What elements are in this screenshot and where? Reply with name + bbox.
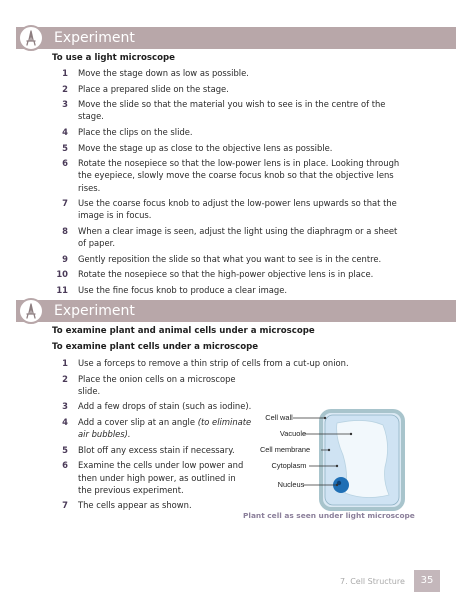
experiment-banner-1 [16, 27, 456, 49]
section-subheading: To examine plant cells under a microscope [52, 342, 259, 352]
list-item: 8 When a clear image is seen, adjust the light using the diaphragm or a sheet of paper. [62, 225, 398, 249]
banner-title: Experiment [54, 30, 135, 46]
list-item: 2 Place the onion cells on a microscope slide. [62, 373, 236, 396]
list-item: 5 Move the stage up as close to the objective lens as possible. [62, 142, 333, 153]
chapter-title: Cell Structure [350, 577, 405, 586]
label-cell-membrane: Cell membrane [259, 445, 311, 454]
list-item: 5 Blot off any excess stain if necessary. [62, 444, 235, 455]
chapter-number: 7. [340, 577, 348, 586]
page-number: 35 [414, 570, 440, 592]
label-cytoplasm: Cytoplasm [271, 461, 307, 470]
list-item: 4 Add a cover slip at an angle (to eliminate air bubbles). [62, 416, 252, 440]
label-nucleus: Nucleus [277, 480, 305, 489]
microscope-icon [18, 298, 44, 324]
list-item: 2 Place a prepared slide on the stage. [62, 83, 229, 94]
label-cell-wall: Cell wall [265, 413, 293, 422]
plant-cell-diagram [245, 405, 415, 515]
list-item: 6 Examine the cells under low power and then under high power, as outlined in the previous experiment. [62, 460, 244, 495]
banner-title: Experiment [54, 303, 135, 319]
section-heading: To examine plant and animal cells under a microscope [52, 326, 315, 336]
list-item: 7 The cells appear as shown. [62, 500, 192, 511]
label-vacuole: Vacuole [279, 429, 307, 438]
list-item: 3 Add a few drops of stain (such as iodine). [62, 401, 252, 412]
list-item: 11 Use the fine focus knob to produce a clear image. [56, 284, 288, 295]
list-item: 1 Use a forceps to remove a thin strip of cells from a cut-up onion. [62, 358, 349, 368]
list-item: 4 Place the clips on the slide. [62, 126, 193, 137]
list-item: 7 Use the coarse focus knob to adjust the low-power lens upwards so that the image is in focus. [62, 198, 397, 221]
experiment-banner-2 [16, 300, 456, 322]
list-item: 1 Move the stage down as low as possible. [62, 68, 249, 78]
microscope-steps-list [52, 67, 402, 300]
list-item: 10 Rotate the nosepiece so that the high-power objective lens is in place. [56, 269, 374, 280]
microscope-icon [18, 25, 44, 51]
section-heading: To use a light microscope [52, 53, 175, 63]
figure-caption: Plant cell as seen under light microscope [243, 511, 415, 520]
chapter-footer [340, 577, 405, 586]
list-item: 9 Gently reposition the slide so that what you want to see is in the centre. [62, 253, 382, 264]
list-item: 6 Rotate the nosepiece so that the low-power lens is in place. Looking through the eyepiece, slowly move the coarse focus knob so that the objective lens rises. [62, 158, 400, 193]
list-item: 3 Move the slide so that the material you wish to see is in the centre of the stage. [62, 99, 386, 122]
